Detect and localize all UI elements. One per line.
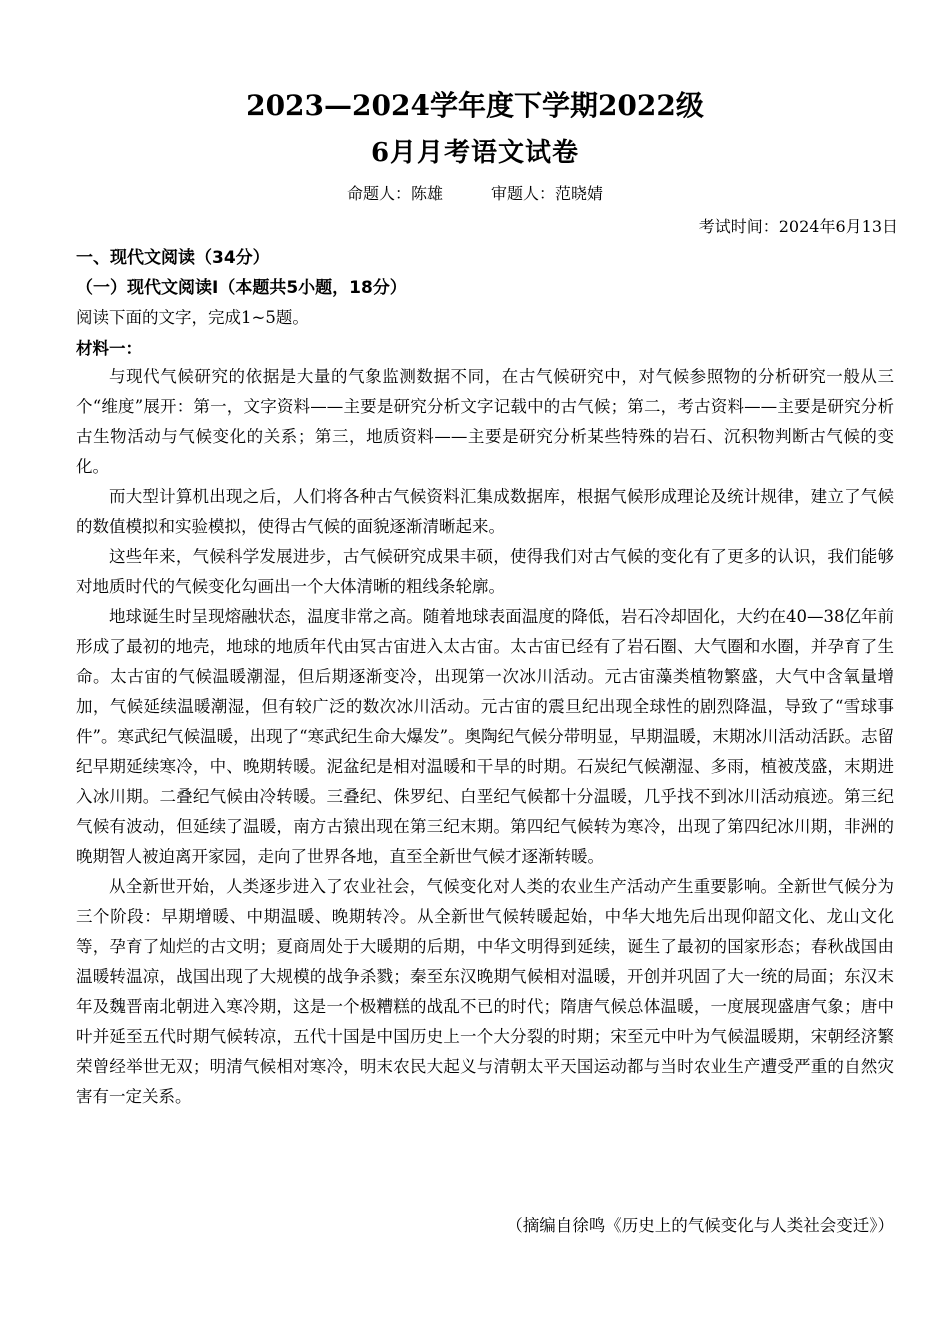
section-heading: 一、现代文阅读（34分）	[76, 248, 270, 268]
paragraph-1: 与现代气候研究的依据是大量的气象监测数据不同，在古气候研究中，对气候参照物的分析研究一般从三个“维度”展开：第一，文字资料——主要是研究分析文字记载中的古气候；第二，考古资料——主要是研究分析古生物活动与气候变化的关系；第三，地质资料——主要是研究分析某些特殊的岩石、沉积物判断古气候的变化。	[76, 367, 894, 476]
paragraph-2: 而大型计算机出现之后，人们将各种古气候资料汇集成数据库，根据气候形成理论及统计规律，建立了气候的数值模拟和实验模拟，使得古气候的面貌逐渐清晰起来。	[76, 487, 894, 536]
exam-time: 考试时间：2024年6月13日	[698, 217, 898, 236]
material-body	[76, 362, 894, 1112]
exam-title-line2: 6月月考语文试卷	[370, 138, 580, 168]
exam-title-line1: 2023—2024学年度下学期2022级	[246, 89, 704, 122]
source-citation: （摘编自徐鸣《历史上的气候变化与人类社会变迁》）	[506, 1216, 894, 1235]
section-subheading: （一）现代文阅读Ⅰ（本题共5小题，18分）	[76, 278, 407, 298]
material-label: 材料一：	[76, 339, 142, 358]
paragraph-5: 从全新世开始，人类逐步进入了农业社会，气候变化对人类的农业生产活动产生重要影响。全新世气候分为三个阶段：早期增暖、中期温暖、晚期转冷。从全新世气候转暖起始，中华大地先后出现仰韶文化、龙山文化等，孕育了灿烂的古文明；夏商周处于大暖期的后期，中华文明得到延续，诞生了最初的国家形态；春秋战国由温暖转温凉，战国出现了大规模的战争杀戮；秦至东汉晚期气候相对温暖，开创并巩固了大一统的局面；东汉末年及魏晋南北朝进入寒冷期，这是一个极糟糕的战乱不已的时代；隋唐气候总体温暖，一度展现盛唐气象；唐中叶并延至五代时期气候转凉，五代十国是中国历史上一个大分裂的时期；宋至元中叶为气候温暖期，宋朝经济繁荣曾经举世无双；明清气候相对寒冷，明末农民大起义与清朝太平天国运动都与当时农业生产遭受严重的自然灾害有一定关系。	[76, 877, 894, 1106]
paragraph-4: 地球诞生时呈现熔融状态，温度非常之高。随着地球表面温度的降低，岩石冷却固化，大约在40—38亿年前形成了最初的地壳，地球的地质年代由冥古宙进入太古宙。太古宙已经有了岩石圈、大气圈和水圈，并孕育了生命。太古宙的气候温暖潮湿，但后期逐渐变冷，出现第一次冰川活动。元古宙藻类植物繁盛，大气中含氧量增加，气候延续温暖潮湿，但有较广泛的数次冰川活动。元古宙的震旦纪出现全球性的剧烈降温，导致了“雪球事件”。寒武纪气候温暖，出现了“寒武纪生命大爆发”。奥陶纪气候分带明显，早期温暖，末期冰川活动活跃。志留纪早期延续寒冷，中、晚期转暖。泥盆纪是相对温暖和干旱的时期。石炭纪气候潮湿、多雨，植被茂盛，末期进入冰川期。二叠纪气候由冷转暖。三叠纪、侏罗纪、白垩纪气候都十分温暖，几乎找不到冰川活动痕迹。第三纪气候有波动，但延续了温暖，南方古猿出现在第三纪末期。第四纪气候转为寒冷，出现了第四纪冰川期，非洲的晚期智人被迫离开家园，走向了世界各地，直至全新世气候才逐渐转暖。	[76, 607, 894, 866]
paragraph-3: 这些年来，气候科学发展进步，古气候研究成果丰硕，使得我们对古气候的变化有了更多的认识，我们能够对地质时代的气候变化勾画出一个大体清晰的粗线条轮廓。	[76, 547, 894, 596]
reading-instruction: 阅读下面的文字，完成1~5题。	[76, 308, 309, 327]
question-setter: 命题人：陈雄	[346, 184, 443, 203]
question-reviewer: 审题人：范晓婧	[491, 184, 604, 203]
author-line	[0, 181, 950, 204]
